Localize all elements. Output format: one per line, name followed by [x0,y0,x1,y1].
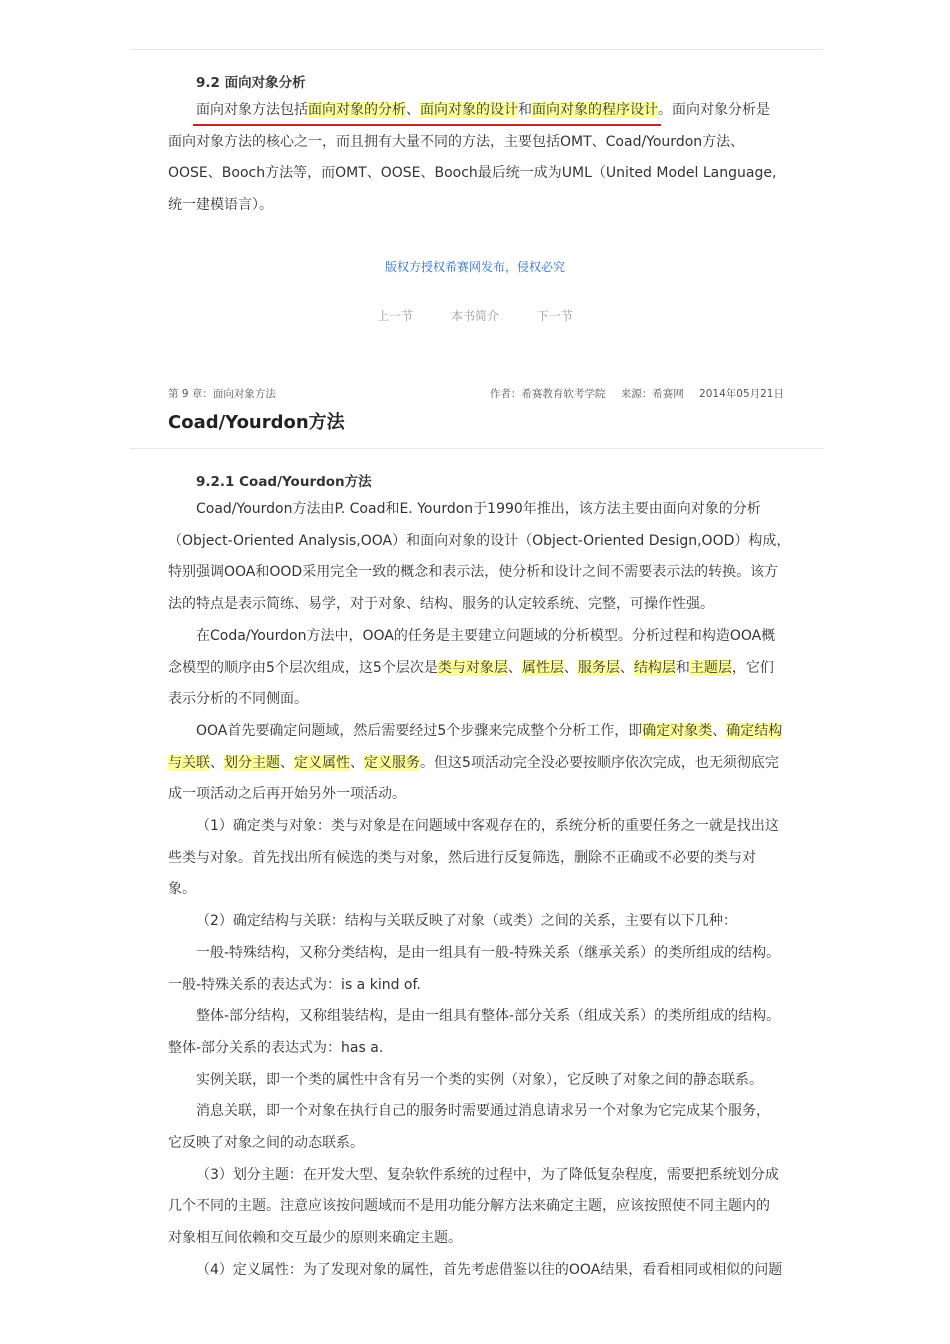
paragraph-line: 整体-部分关系的表达式为：has a. [168,1039,384,1056]
paragraph-line: 一般-特殊关系的表达式为：is a kind of. [168,976,421,993]
paragraph-line: 一般-特殊结构，又称分类结构，是由一组具有一般-特殊关系（继承关系）的类所组成的结构。 [196,944,781,961]
paragraph-line: （1）确定类与对象：类与对象是在问题域中客观存在的，系统分析的重要任务之一就是找出这 [196,818,779,835]
date: 2014年05月21日 [699,388,784,400]
paragraph-line: 特别强调OOA和OOD采用完全一致的概念和表示法，使分析和设计之间不需要表示法的转换。该方 [168,564,779,581]
section-title: 9.2 面向对象分析 [196,75,306,91]
next-section-link[interactable]: 下一节 [536,309,573,323]
paragraph-line: 表示分析的不同侧面。 [168,691,308,708]
paragraph-line: 面向对象方法的核心之一，而且拥有大量不同的方法，主要包括OMT、Coad/Yourdon方法、 [168,133,745,150]
paragraph-line: 象。 [168,881,196,898]
paragraph-line: 在Coda/Yourdon方法中，OOA的任务是主要建立问题域的分析模型。分析过程和构造OOA概 [196,627,776,644]
paragraph-line: 念模型的顺序由5个层次组成，这5个层次是类与对象层、属性层、服务层、结构层和主题层，它们 [168,659,774,676]
article-meta [478,386,784,401]
paragraph-line: 对象相互间依赖和交互最少的原则来确定主题。 [168,1230,462,1247]
paragraph-line: 整体-部分结构，又称组装结构，是由一组具有整体-部分关系（组成关系）的类所组成的结构。 [196,1008,781,1025]
highlight: 类与对象层 [437,659,508,676]
body-text [168,494,791,1287]
paragraph-line: 成一项活动之后再开始另外一项活动。 [168,786,406,803]
highlight: 定义服务 [364,754,420,771]
paragraph-line: 它反映了对象之间的动态联系。 [168,1135,364,1152]
copyright-notice: 版权方授权希赛网发布，侵权必究 [384,260,565,274]
paragraph-line: （4）定义属性：为了发现对象的属性，首先考虑借鉴以往的OOA结果，看看相同或相似的问题 [196,1261,783,1278]
highlight: 确定对象类 [642,722,713,739]
paragraph-line: 些类与对象。首先找出所有候选的类与对象，然后进行反复筛选，删除不正确或不必要的类与对 [168,849,756,866]
paragraph-line: （3）划分主题：在开发大型、复杂软件系统的过程中，为了降低复杂程度，需要把系统划分成 [196,1166,779,1183]
highlight: 属性层 [521,659,564,676]
highlight: 服务层 [577,659,620,676]
highlight: 面向对象的程序设计 [532,102,658,118]
paragraph-line: （Object-Oriented Analysis,OOA）和面向对象的设计（Object-Oriented Design,OOD）构成， [168,532,791,549]
paragraph-line: 统一建模语言）。 [168,197,273,214]
highlight: 面向对象的分析 [308,102,406,118]
paragraph-line: OOA首先要确定问题域，然后需要经过5个步骤来完成整个分析工作，即确定对象类、确定结构 [196,722,783,739]
paragraph-line: 与关联、划分主题、定义属性、定义服务。但这5项活动完全没必要按顺序依次完成，也无须彻底完 [168,754,779,771]
intro-paragraph [168,95,788,222]
highlight: 划分主题 [224,754,280,771]
highlight: 确定结构 [726,722,783,739]
chapter-label: 第 9 章：面向对象方法 [168,388,276,400]
paragraph-line: （2）确定结构与关联：结构与关联反映了对象（或类）之间的关系，主要有以下几种： [196,913,737,930]
paragraph-line: 几个不同的主题。注意应该按问题域而不是用功能分解方法来确定主题，应该按照使不同主题内的 [168,1198,770,1215]
book-intro-link[interactable]: 本书简介 [450,309,499,323]
subsection-title: 9.2.1 Coad/Yourdon方法 [196,474,372,490]
highlight: 面向对象的设计 [420,102,518,118]
paragraph-line: OOSE、Booch方法等，而OMT、OOSE、Booch最后统一成为UML（United Model Language, [168,165,777,182]
paragraph-line: 实例关联，即一个类的属性中含有另一个类的实例（对象），它反映了对象之间的静态联系。 [196,1071,763,1088]
prev-section-link[interactable]: 上一节 [377,309,414,323]
paragraph-line: Coad/Yourdon方法由P. Coad和E. Yourdon于1990年推出，该方法主要由面向对象的分析 [196,501,761,517]
red-underline-annotation [193,124,661,126]
paragraph-line: 法的特点是表示简练、易学，对于对象、结构、服务的认定较系统、完整，可操作性强。 [168,596,714,613]
paragraph-line: 消息关联，即一个对象在执行自己的服务时需要通过消息请求另一个对象为它完成某个服务， [196,1103,770,1120]
paragraph-line: 面向对象方法包括面向对象的分析、面向对象的设计和面向对象的程序设计。面向对象分析是 [196,102,770,118]
highlight: 定义属性 [294,754,350,771]
highlight: 结构层 [633,659,676,676]
page-title: Coad/Yourdon方法 [168,412,345,433]
source: 来源：希赛网 [620,388,684,400]
highlight: 与关联 [168,754,210,771]
highlight: 主题层 [689,659,732,676]
author: 作者：希赛教育软考学院 [489,388,606,400]
title-divider [130,448,823,449]
top-divider [130,49,823,50]
pager [0,307,950,324]
